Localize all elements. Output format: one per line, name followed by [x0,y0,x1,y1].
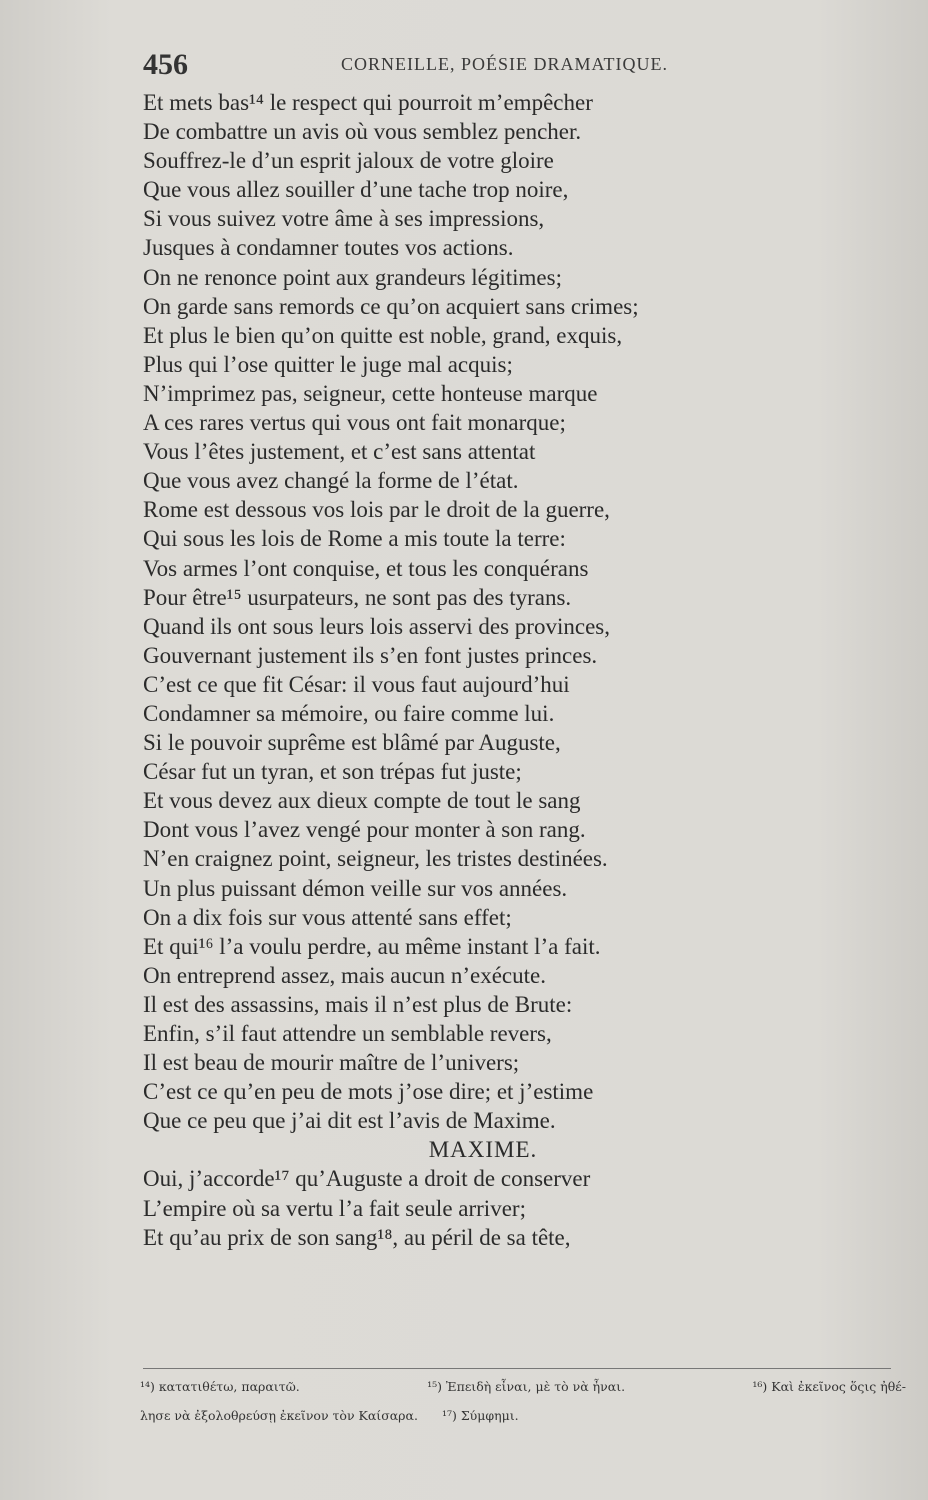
verse-line: On ne renonce point aux grandeurs légitimes; [143,264,562,290]
verse-line: On garde sans remords ce qu’on acquiert sans crimes; [143,293,639,319]
verse-line: Quand ils ont sous leurs lois asservi des provinces, [143,613,610,639]
verse-line: Et qu’au prix de son sang¹⁸, au péril de sa tête, [143,1224,571,1250]
verse-line: Oui, j’accorde¹⁷ qu’Auguste a droit de conserver [143,1166,591,1192]
verse-line: C’est ce que fit César: il vous faut aujourd’hui [143,671,570,697]
verse-line: César fut un tyran, et son trépas fut juste; [143,759,522,785]
footnote-16-continued: λησε νὰ ἐξολοθρεύσῃ ἐκεῖνον τὸν Καίσαρα. [140,1408,418,1423]
page-header [143,48,703,84]
verse-line: Si le pouvoir suprême est blâmé par Auguste, [143,730,561,756]
verse-line: Il est des assassins, mais il n’est plus de Brute: [143,991,573,1017]
verse-line: Vos armes l’ont conquise, et tous les conquérans [143,555,589,581]
footnote-divider [143,1368,891,1369]
verse-line: Condamner sa mémoire, ou faire comme lui. [143,700,555,726]
verse-line: De combattre un avis où vous semblez pencher. [143,119,582,145]
verse-line: Un plus puissant démon veille sur vos années. [143,875,568,901]
footnote-14: ¹⁴) κατατιθέτω, παραιτῶ. [140,1379,300,1394]
verse-line: Plus qui l’ose quitter le juge mal acquis; [143,351,513,377]
verse-line: C’est ce qu’en peu de mots j’ose dire; et j’estime [143,1079,594,1105]
verse-line: Si vous suivez votre âme à ses impressions, [143,206,545,232]
verse-line: Et qui¹⁶ l’a voulu perdre, au même instant l’a fait. [143,933,601,959]
verse-line: Pour être¹⁵ usurpateurs, ne sont pas des tyrans. [143,584,572,610]
verse-after [143,1164,733,1251]
verse-line: Qui sous les lois de Rome a mis toute la terre: [143,526,566,552]
verse-line: A ces rares vertus qui vous ont fait monarque; [143,410,566,436]
verse-line: Et plus le bien qu’on quitte est noble, grand, exquis, [143,322,623,348]
footnote-16: ¹⁶) Καὶ ἐκεῖνος ὅςις ἠθέ- [752,1379,906,1394]
verse-line: Que vous avez changé la forme de l’état. [143,468,519,494]
verse-line: Et vous devez aux dieux compte de tout le sang [143,788,581,814]
verse-line: On entreprend assez, mais aucun n’exécute. [143,962,546,988]
verse-line: Il est beau de mourir maître de l’univers; [143,1050,520,1076]
verse-line: L’empire où sa vertu l’a fait seule arriver; [143,1195,526,1221]
verse-line: Gouvernant justement ils s’en font justes princes. [143,642,598,668]
verse-line: On a dix fois sur vous attenté sans effet; [143,904,512,930]
verse-line: Et mets bas¹⁴ le respect qui pourroit m’empêcher [143,90,593,115]
running-title: CORNEILLE, POÉSIE DRAMATIQUE. [341,54,668,74]
verse-line: Dont vous l’avez vengé pour monter à son rang. [143,817,586,843]
speaker-name: MAXIME. [428,1137,538,1163]
verse-line: N’en craignez point, seigneur, les tristes destinées. [143,846,608,872]
footnote-17: ¹⁷) Σύμφημι. [441,1408,519,1423]
page-number: 456 [143,48,188,81]
verse-line: N’imprimez pas, seigneur, cette honteuse marque [143,380,598,406]
footnote-line [140,1401,906,1430]
verse-block [143,88,733,1252]
verse-line: Souffrez-le d’un esprit jaloux de votre gloire [143,148,554,174]
verse-line: Jusques à condamner toutes vos actions. [143,235,514,261]
verse-line: Rome est dessous vos lois par le droit de la guerre, [143,497,610,523]
footnote-15: ¹⁵) Ἐπειδὴ εἶναι, μὲ τὸ νὰ ἦναι. [427,1379,626,1394]
verse-line: Enfin, s’il faut attendre un semblable revers, [143,1021,552,1046]
footnotes [140,1372,906,1430]
verse-before [143,88,733,1135]
verse-line: Que ce peu que j’ai dit est l’avis de Maxime. [143,1108,556,1134]
verse-line: Vous l’êtes justement, et c’est sans attentat [143,439,536,465]
footnote-line [140,1372,906,1401]
verse-line: Que vous allez souiller d’une tache trop noire, [143,177,569,203]
